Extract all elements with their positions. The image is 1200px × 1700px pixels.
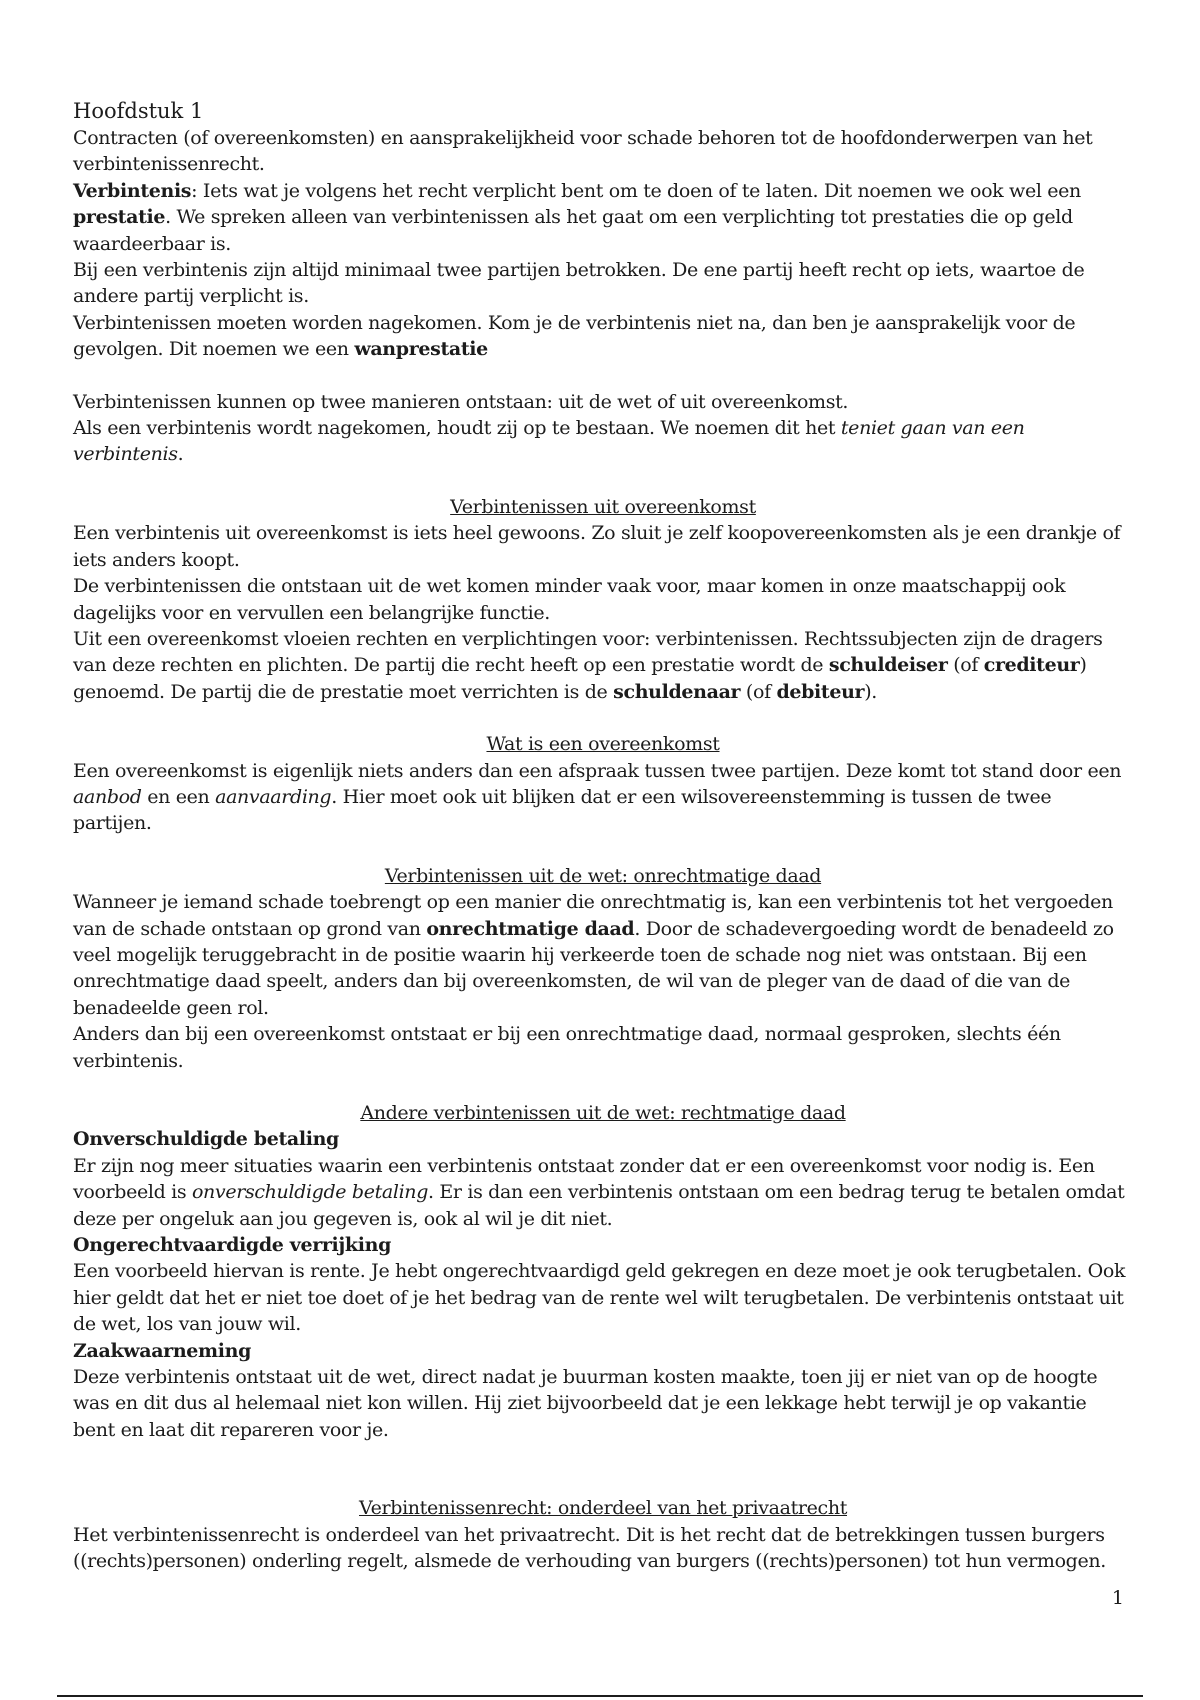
- section-heading-rechtmatige-daad: Andere verbintenissen uit de wet: rechtmatige daad: [360, 1102, 846, 1124]
- section3-paragraph-2: Anders dan bij een overeenkomst ontstaat er bij een onrechtmatige daad, normaal gesproken, slechts één verbintenis.: [73, 1023, 1061, 1072]
- section1-paragraph-1: Een verbintenis uit overeenkomst is iets heel gewoons. Zo sluit je zelf koopovereenkomsten als je een drankje of iets anders koopt.: [73, 522, 1121, 571]
- intro-paragraph-1: Contracten (of overeenkomsten) en aansprakelijkheid voor schade behoren tot de hoofdonderwerpen van het verbintenissenrecht.: [73, 127, 1093, 176]
- term-onrechtmatige-daad: onrechtmatige daad: [426, 917, 635, 940]
- subheading-ongerechtvaardigde-verrijking: Ongerechtvaardigde verrijking: [73, 1234, 392, 1257]
- section4-paragraph-1: Er zijn nog meer situaties waarin een verbintenis ontstaat zonder dat er een overeenkomst voor nodig is. Een voorbeeld is onverschuldigde betaling. Er is dan een verbintenis ontstaan om een bedrag terug te betalen omdat deze per ongeluk aan jou gegeven is, ook al wil je dit niet.: [73, 1154, 1125, 1230]
- intro-paragraph-6: Als een verbintenis wordt nagekomen, houdt zij op te bestaan. We noemen dit het teniet gaan van een verbintenis.: [73, 417, 1025, 466]
- subheading-onverschuldigde-betaling: Onverschuldigde betaling: [73, 1128, 339, 1151]
- term-schuldeiser: schuldeiser: [828, 654, 948, 677]
- footer-divider: [57, 1695, 1143, 1697]
- intro-paragraph-2: Verbintenis: Iets wat je volgens het recht verplicht bent om te doen of te laten. Dit noemen we ook wel een prestatie. We spreken alleen van verbintenissen als het gaat om een verplichting tot prestaties die op geld waardeerbaar is.: [73, 179, 1081, 255]
- term-wanprestatie: wanprestatie: [354, 338, 488, 361]
- term-debiteur: debiteur: [776, 680, 865, 703]
- section-heading-wat-is-overeenkomst: Wat is een overeenkomst: [486, 733, 720, 756]
- section-heading-privaatrecht: Verbintenissenrecht: onderdeel van het privaatrecht: [359, 1497, 847, 1520]
- intro-paragraph-3: Bij een verbintenis zijn altijd minimaal twee partijen betrokken. De ene partij heeft recht op iets, waartoe de andere partij verplicht is.: [73, 259, 1085, 308]
- section3-paragraph-1: Wanneer je iemand schade toebrengt op een manier die onrechtmatig is, kan een verbintenis tot het vergoeden van de schade ontstaan op grond van onrechtmatige daad. Door de schadevergoeding wordt de benadeeld zo veel mogelijk teruggebracht in de positie waarin hij verkeerde toen de schade nog niet was ontstaan. Bij een onrechtmatige daad speelt, anders dan bij overeenkomsten, de wil van de pleger van de daad of die van de benadeelde geen rol.: [73, 891, 1114, 1019]
- term-teniet-gaan: teniet gaan van een verbintenis: [73, 417, 1025, 466]
- section1-paragraph-3: Uit een overeenkomst vloeien rechten en verplichtingen voor: verbintenissen. Rechtssubjecten zijn de dragers van deze rechten en plichten. De partij die recht heeft op een prestatie wordt de schuldeiser (of crediteur) genoemd. De partij die de prestatie moet verrichten is de schuldenaar (of debiteur).: [73, 627, 1103, 703]
- section5-paragraph-1: Het verbintenissenrecht is onderdeel van het privaatrecht. Dit is het recht dat de betrekkingen tussen burgers ((rechts)personen) onderling regelt, alsmede de verhouding van burgers ((rechts)personen) tot hun vermogen.: [73, 1523, 1106, 1573]
- term-aanbod: aanbod: [73, 785, 142, 808]
- section2-paragraph-1: Een overeenkomst is eigenlijk niets anders dan een afspraak tussen twee partijen. Deze komt tot stand door een aanbod en een aanvaarding. Hier moet ook uit blijken dat er een wilsovereenstemming is tussen de twee partijen.: [73, 759, 1122, 835]
- term-aanvaarding: aanvaarding: [215, 785, 332, 808]
- intro-paragraph-5: Verbintenissen kunnen op twee manieren ontstaan: uit de wet of uit overeenkomst.: [73, 390, 849, 413]
- term-schuldenaar: schuldenaar: [613, 680, 741, 703]
- subheading-zaakwaarneming: Zaakwaarneming: [73, 1339, 252, 1362]
- section4-paragraph-2: Een voorbeeld hiervan is rente. Je hebt ongerechtvaardigd geld gekregen en deze moet je ook terugbetalen. Ook hier geldt dat het er niet toe doet of je het bedrag van de rente wel wilt terugbetalen. De verbintenis ontstaat uit de wet, los van jouw wil.: [73, 1260, 1126, 1336]
- chapter-title: Hoofdstuk 1: [73, 99, 204, 123]
- section-heading-overeenkomst: Verbintenissen uit overeenkomst: [450, 495, 756, 518]
- term-crediteur: crediteur: [983, 654, 1080, 677]
- document-content: [73, 97, 1133, 1575]
- section1-paragraph-2: De verbintenissen die ontstaan uit de wet komen minder vaak voor, maar komen in onze maatschappij ook dagelijks voor en vervullen een belangrijke functie.: [73, 575, 1066, 624]
- term-verbintenis: Verbintenis: [73, 179, 192, 202]
- term-prestatie: prestatie: [73, 206, 166, 229]
- term-onverschuldigde-betaling: onverschuldigde betaling: [191, 1181, 429, 1204]
- page-number: 1: [1111, 1587, 1124, 1609]
- intro-paragraph-4: Verbintenissen moeten worden nagekomen. Kom je de verbintenis niet na, dan ben je aansprakelijk voor de gevolgen. Dit noemen we een wanprestatie: [73, 311, 1076, 361]
- section4-paragraph-3: Deze verbintenis ontstaat uit de wet, direct nadat je buurman kosten maakte, toen jij er niet van op de hoogte was en dit dus al helemaal niet kon willen. Hij ziet bijvoorbeeld dat je een lekkage hebt terwijl je op vakantie bent en laat dit repareren voor je.: [73, 1366, 1098, 1441]
- section-heading-onrechtmatige-daad: Verbintenissen uit de wet: onrechtmatige daad: [384, 864, 822, 887]
